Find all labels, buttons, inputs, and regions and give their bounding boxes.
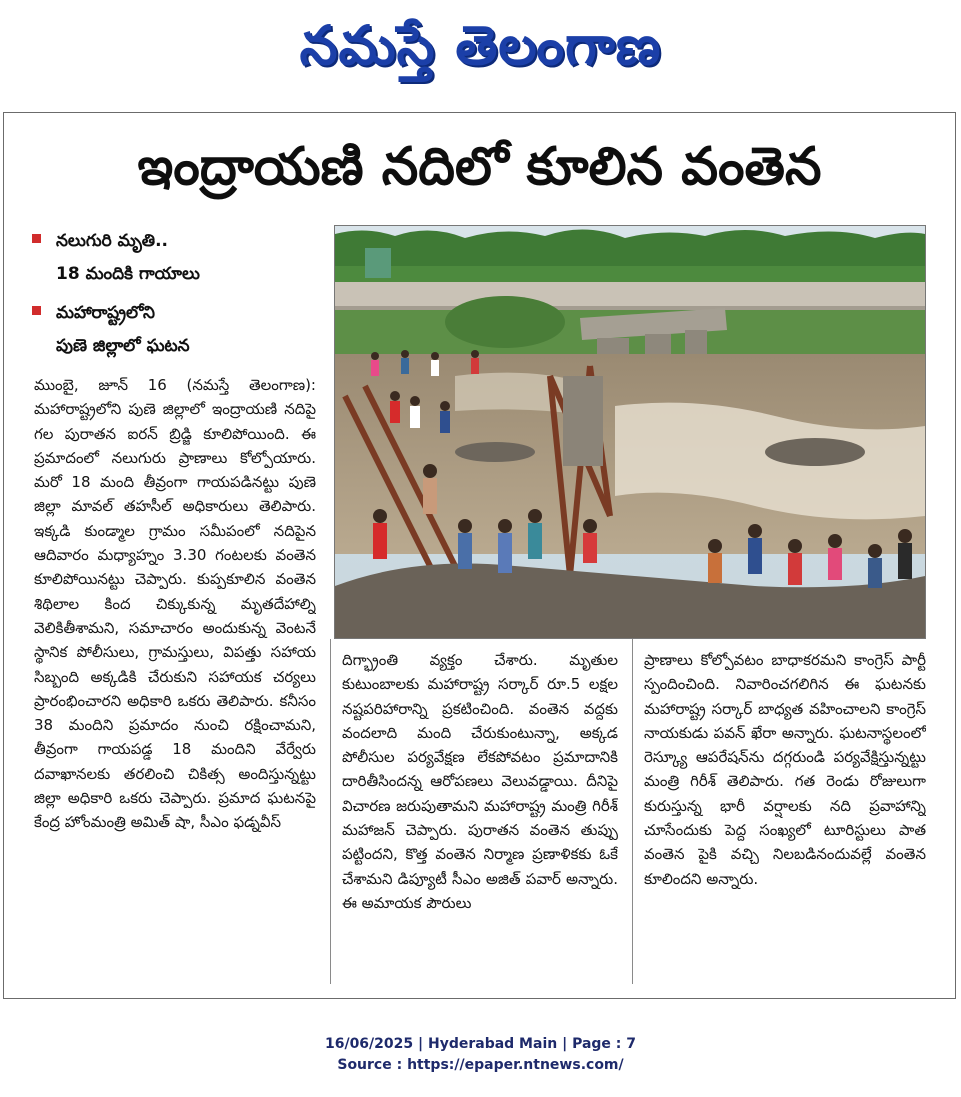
article-column-1: [34, 373, 316, 985]
highlight-line: 18 మందికి గాయాలు: [56, 264, 200, 284]
masthead: [0, 0, 961, 95]
highlight-line: పుణె జిల్లాలో ఘటన: [56, 336, 190, 356]
highlight-item: [30, 225, 330, 291]
highlight-line: నలుగురి మృతి..: [56, 231, 168, 251]
headline: ఇంద్రాయణి నదిలో కూలిన వంతెన: [137, 137, 822, 197]
article-text: ముంబై, జూన్ 16 (నమస్తే తెలంగాణ): మహారాష్ట్రలోని పుణె జిల్లాలో ఇంద్రాయణి నదిపై గల పురాతన ఐరన్ బ్రిడ్జి కూలిపోయింది. ఈ ప్రమాదంలో నలుగురు ప్రాణాలు కోల్పోయారు. మరో 18 మంది తీవ్రంగా గాయపడినట్టు పుణె జిల్లా మావల్ తహసీల్ అధికారులు తెలిపారు. ఇక్కడి కుండ్మాల గ్రామం సమీపంలో నదిపైన ఆదివారం మధ్యాహ్నం 3.30 గంటలకు వంతెన కూలిపోయినట్టు చెప్పారు. కుప్పకూలిన వంతెన శిథిలాల కింద చిక్కుకున్న మృతదేహాల్ని వెలికితీశామని, సమాచారం అందుకున్న వెంటనే స్థానిక పోలీసులు, గ్రామస్తులు, విపత్తు సహాయ సిబ్బంది అక్కడికి చేరుకుని సహాయక చర్యలు ప్రారంభించారని అధికారి ఒకరు తెలిపారు. కనీసం 38 మందిని ప్రమాదం నుంచి రక్షించామని, తీవ్రంగా గాయపడ్డ 18 మందిని వేర్వేరు దవాఖానలకు తరలించి చికిత్స అందిస్తున్నట్టు జిల్లా అధికారి ఒకరు చెప్పారు. ప్రమాద ఘటనపై కేంద్ర హోంమంత్రి అమిత్ షా, సీఎం ఫడ్నవీస్: [34, 376, 316, 832]
newspaper-logo: నమస్తే తెలంగాణ: [299, 14, 662, 77]
bullet-square-icon: [32, 306, 41, 315]
page-footer: [0, 1034, 961, 1076]
source-link[interactable]: Source : https://epaper.ntnews.com/: [337, 1057, 624, 1073]
column-divider: [632, 639, 633, 984]
news-photo: [334, 225, 926, 639]
article-text: ప్రాణాలు కోల్పోవటం బాధాకరమని కాంగ్రెస్ పార్టీ స్పందించింది. నివారించగలిగిన ఈ ఘటనకు మహారాష్ట్ర సర్కార్ బాధ్యత వహించాలని కాంగ్రెస్ నాయకుడు పవన్ ఖేరా అన్నారు. ఘటనాస్థలంలో రెస్క్యూ ఆపరేషన్‌ను దగ్గరుండి పర్యవేక్షిస్తున్నట్టు మంత్రి గిరీశ్ తెలిపారు. గత రెండు రోజులుగా కురుస్తున్న భారీ వర్షాలకు నది ప్రవాహాన్ని చూసేందుకు పెద్ద సంఖ్యలో టూరిస్టులు పాత వంతెన పైకి వచ్చి నిలబడినందువల్లే వంతెన కూలిందని అన్నారు.: [644, 651, 926, 888]
highlight-item: [30, 297, 330, 363]
column-divider: [330, 639, 331, 984]
edition-info: 16/06/2025 | Hyderabad Main | Page : 7: [324, 1036, 637, 1052]
article-column-3: [644, 648, 926, 988]
article-text: దిగ్భ్రాంతి వ్యక్తం చేశారు. మృతుల కుటుంబాలకు మహారాష్ట్ర సర్కార్ రూ.5 లక్షల నష్టపరిహారాన్ని ప్రకటించింది. వంతెన వద్దకు వందలాది మంది చేరుకుంటున్నా, అక్కడ పోలీసుల పర్యవేక్షణ లేకపోవటం ప్రమాదానికి దారితీసిందన్న ఆరోపణలు వెలువడ్డాయి. దీనిపై విచారణ జరుపుతామని మహారాష్ట్ర మంత్రి గిరీశ్ మహాజన్ చెప్పారు. పురాతన వంతెన తుప్పు పట్టిందని, కొత్త వంతెన నిర్మాణ ప్రణాళికకు ఓకే చేశామని డిప్యూటీ సీఎం అజిత్ పవార్ అన్నారు. ఈ అమాయక పౌరులు: [342, 651, 618, 912]
highlight-line: మహారాష్ట్రలోని: [56, 303, 155, 323]
article-column-2: [342, 648, 618, 988]
news-clipping: [3, 112, 956, 999]
highlights-list: [30, 225, 330, 369]
bullet-square-icon: [32, 234, 41, 243]
